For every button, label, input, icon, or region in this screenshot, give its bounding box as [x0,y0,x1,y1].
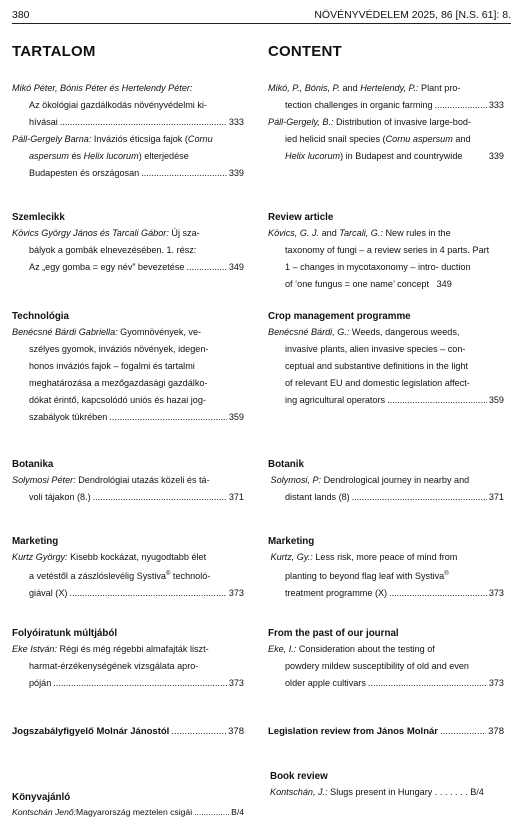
entry-title-end: hívásai [29,117,58,127]
entry-title-start: Kisebb kockázat, nyugodtabb élet [67,552,207,562]
toc-section-hu-past [12,628,244,692]
entry-authors: Kurtz, Gy.: [270,552,313,562]
entry-page: 371 [488,492,504,502]
section-title: Technológia [12,311,69,322]
toc-section-en-marketing [268,536,504,602]
toc-entry[interactable] [268,324,504,409]
entry-title-start: Less risk, more peace of mind from [312,552,458,562]
toc-section-en-crop [268,311,504,409]
entry-authors: Kontschán Jenő: [12,807,77,817]
entry-page: 373 [488,588,504,599]
section-title: Book review [270,771,328,782]
entry-page: 339 [228,168,244,178]
entry-title-line [268,675,504,692]
entry-title-end: póján [29,678,52,688]
entry-title-line: meghatározása a mezőgazdasági gazdálko- [29,378,208,388]
entry-title: Slugs present in Hungary . . . . . . . [327,787,468,797]
entry-authors: Eke István: [12,644,57,654]
entry-title-line [12,259,244,276]
entry-authors: Solymosi Péter: [12,475,76,485]
toc-section-en-legislation [268,726,504,737]
entry-title-end: ing agricultural operators [285,395,386,405]
entry-page: 333 [488,100,504,110]
entry-page: 371 [228,492,244,502]
entry-title-line: bályok a gombák elnevezésében. 1. rész: [29,245,197,255]
toc-entry[interactable] [12,472,244,506]
entry-title-line: dókat érintő, kapcsolódó uniós és hazai jog- [29,395,206,405]
journal-citation: NÖVÉNYVÉDELEM 2025, 86 [N.S. 61]: 8. [314,9,511,21]
toc-entry[interactable] [270,784,506,800]
species-name: aspersum [29,151,69,161]
entry-page: B/4 [231,807,244,817]
entry-title-end: Budapesten és országosan [29,168,140,178]
entry-title: Jogszabályfigyelő Molnár Jánostól [12,726,170,737]
toc-entry[interactable] [12,549,244,602]
entry-title-start: Weeds, dangerous weeds, [349,327,460,337]
toc-entry[interactable] [12,726,244,737]
entry-title-start: Új sza- [168,228,200,238]
toc-section-en-book [270,771,506,800]
entry-title-line [268,148,504,165]
toc-section-hu-marketing [12,536,244,602]
entry-page: 349 [228,262,244,272]
entry-page: B/4 [470,787,484,797]
entry-page: 349 [436,279,452,289]
toc-section-en-review [268,212,504,293]
entry-page: 378 [488,726,504,737]
entry-title-line [268,97,504,114]
section-title: Marketing [12,536,59,547]
toc-section-hu-legislation [12,726,244,737]
entry-text: and [319,228,340,238]
entry-title-line [268,392,504,409]
entry-authors: Páll-Gergely, B.: [268,117,334,127]
entry-title-start: Consideration about the testing of [296,644,435,654]
entry-authors: Tarcali, G.: [339,228,383,238]
entry-title-line [268,585,504,602]
entry-title-line: of relevant EU and domestic legislation affect- [285,378,470,388]
entry-title-line [12,585,244,602]
entry-title-line: powdery mildew susceptibility of old and even [285,661,469,671]
toc-entry[interactable] [268,472,504,506]
entry-authors: Mikó Péter, Bónis Péter és Hertelendy Péter: [12,83,193,93]
entry-title-end: treatment programme (X) [285,588,388,599]
entry-title-line: Az ökológiai gazdálkodás növényvédelmi ki- [29,100,207,110]
species-name: Cornu [187,134,213,144]
section-title: Könyvajánló [12,792,71,803]
entry-title-end: Az „egy gomba = egy név” bevezetése [29,262,185,272]
entry-title-end: older apple cultivars [285,678,366,688]
entry-title: Magyarország meztelen csigái [76,807,193,817]
registered-mark: ® [165,571,171,577]
toc-section-en-botany [268,459,504,506]
toc-entry[interactable] [12,805,244,819]
entry-page: 339 [488,151,504,161]
toc-title-hu: TARTALOM [12,43,96,60]
section-title: Crop management programme [268,311,411,322]
entry-title-line: honos inváziós fajok – fogalmi és tartalmi [29,361,195,371]
entry-title-line: planting to beyond flag leaf with Systiva [285,571,445,582]
entry-text: ) elterjedése [138,151,189,161]
toc-section-hu-technology [12,311,244,426]
entry-title-start: Inváziós éticsiga fajok ( [91,134,188,144]
toc-section-hu-1 [12,80,244,182]
toc-section-en-past [268,628,504,692]
entry-authors: Páll-Gergely Barna: [12,134,92,144]
entry-title-line: technoló- [170,571,211,582]
toc-entry[interactable] [12,80,244,131]
entry-page: 333 [228,117,244,127]
entry-title-line: harmat-érzékenységének vizsgálata apro- [29,661,199,671]
entry-authors: Kövics György János és Tarcali Gábor: [12,228,169,238]
entry-title-line [12,114,244,131]
section-title: From the past of our journal [268,628,399,639]
entry-authors: Benécsné Bárdi Gabriella: [12,327,118,337]
entry-text: ied helicid snail species ( [285,134,386,144]
toc-entry[interactable] [268,641,504,692]
registered-mark: ® [444,571,449,577]
entry-text: and [452,134,471,144]
entry-title-line: a vetéstől a zászlóslevélig Systiva [29,571,166,582]
species-name: Helix lucorum [83,151,139,161]
entry-title-start: Distribution of invasive large-bod- [333,117,472,127]
entry-title-line: ceptual and substantive definitions in the light [285,361,469,371]
toc-section-en-1 [268,80,504,165]
toc-entry[interactable] [12,641,244,692]
entry-title-start: New rules in the [382,228,451,238]
toc-section-hu-book [12,792,244,819]
entry-title-end: distant lands (8) [285,492,350,502]
entry-title-start: Gyomnövények, ve- [117,327,202,337]
entry-title-start: Plant pro- [418,83,461,93]
entry-title-end: tection challenges in organic farming [285,100,433,110]
toc-entry[interactable] [12,225,244,276]
entry-authors: Solymosi, P: [270,475,322,485]
entry-title-start: Dendrológiai utazás közeli és tá- [75,475,210,485]
entry-authors: Eke, I.: [268,644,297,654]
entry-title-end: of ‘one fungus = one name’ concept [285,279,430,289]
entry-title-start: Régi és még régebbi almafajták liszt- [57,644,209,654]
entry-title-line [12,675,244,692]
section-title: Review article [268,212,334,223]
toc-entry[interactable] [12,131,244,182]
page-number: 380 [12,9,30,21]
section-title: Botanik [268,459,304,470]
entry-authors: Kurtz György: [12,552,68,562]
entry-authors: Benécsné Bárdi, G.: [268,327,350,337]
entry-title-line [12,489,244,506]
toc-section-hu-botany [12,459,244,506]
page-header [12,9,511,24]
section-title: Szemlecikk [12,212,65,223]
entry-authors: Mikó, P., Bónis, P. [268,83,340,93]
entry-page: 373 [488,678,504,688]
entry-page: 373 [228,588,244,599]
section-title: Folyóiratunk múltjából [12,628,118,639]
entry-authors: Kövics, G. J. [268,228,320,238]
toc-section-hu-review [12,212,244,276]
section-title: Marketing [268,536,315,547]
entry-title-line: taxonomy of fungi – a review series in 4 parts. Part [285,245,490,255]
toc-entry[interactable] [268,80,504,114]
entry-title-start: Dendrological journey in nearby and [321,475,470,485]
entry-title: Legislation review from János Molnár [268,726,438,737]
entry-authors: Kontschán, J.: [270,787,328,797]
toc-entry[interactable] [268,726,504,737]
entry-title-end: szabályok tükrében [29,412,108,422]
species-name: Helix lucorum [285,151,341,161]
entry-page: 359 [488,395,504,405]
entry-title-line [12,409,244,426]
entry-page: 378 [228,726,244,737]
entry-title-end: giával (X) [29,588,68,599]
entry-title-line: 1 – changes in mycotaxonomy – intro- duction [285,262,471,272]
species-name: Cornu aspersum [385,134,453,144]
toc-entry[interactable] [268,114,504,165]
entry-page: 373 [228,678,244,688]
toc-entry[interactable] [12,324,244,426]
entry-title-line [268,489,504,506]
entry-page: 359 [228,412,244,422]
entry-authors: Hertelendy, P.: [360,83,419,93]
toc-entry[interactable] [268,225,504,293]
entry-text: and [339,83,361,93]
toc-entry[interactable] [268,549,504,602]
entry-title-line: szélyes gyomok, inváziós növények, idegen- [29,344,209,354]
entry-title-line [12,165,244,182]
entry-title-end: ) in Budapest and countrywide [340,151,463,161]
entry-title-line: invasive plants, alien invasive species – con- [285,344,466,354]
section-title: Botanika [12,459,54,470]
entry-text: és [68,151,84,161]
toc-title-en: CONTENT [268,43,342,60]
entry-title-end: voli tájakon (8.) [29,492,91,502]
